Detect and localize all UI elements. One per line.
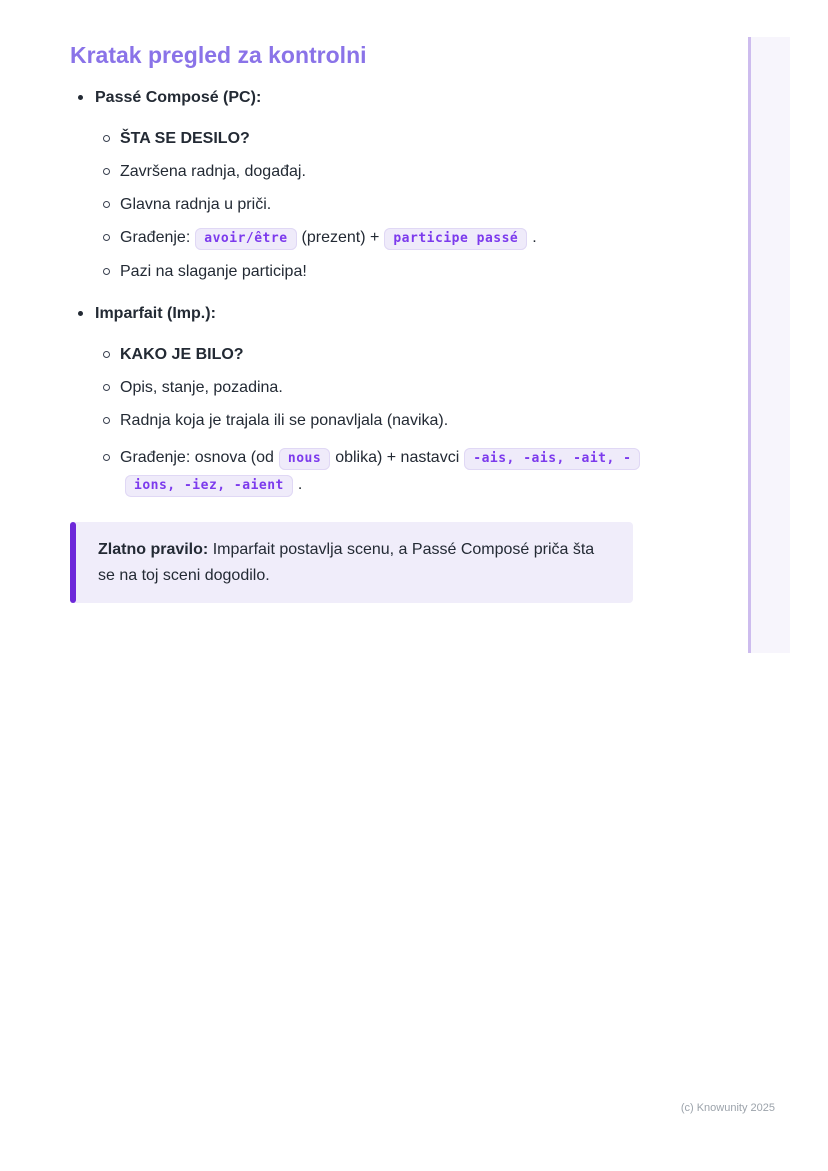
pc-building-label: Građenje: (120, 229, 191, 246)
list-item (78, 303, 828, 325)
pc-point2: Glavna radnja u priči. (120, 196, 272, 213)
bullet-dot-icon (78, 87, 95, 109)
list-item (103, 344, 828, 366)
golden-rule-callout (70, 522, 633, 603)
list-item (103, 128, 828, 150)
list-item (103, 377, 828, 399)
pc-building-end: . (532, 229, 537, 246)
list-item (103, 194, 828, 216)
list-item (103, 445, 828, 499)
bullet-circle-icon (103, 261, 120, 283)
bullet-circle-icon (103, 128, 120, 150)
bullet-circle-icon (103, 227, 120, 249)
imp-building-line (120, 445, 660, 499)
bullet-circle-icon (103, 377, 120, 399)
callout-body: Imparfait postavlja scenu, a Passé Composé priča šta se na toj sceni dogodilo. (98, 541, 595, 584)
pc-point3: Pazi na slaganje participa! (120, 263, 307, 280)
inline-code-endings: -ais, -ais, -ait, - ions, -iez, -aient (125, 448, 640, 497)
inline-code-participe-passe: participe passé (384, 228, 527, 250)
list-item (103, 410, 828, 432)
inline-code-avoir-etre: avoir/être (195, 228, 296, 250)
list-item (78, 87, 828, 109)
pc-point1: Završena radnja, događaj. (120, 163, 306, 180)
pc-building-mid: (prezent) + (301, 229, 380, 246)
imp-point2: Radnja koja je trajala ili se ponavljala (navika). (120, 412, 449, 429)
inline-code-nous: nous (279, 448, 330, 470)
bullet-circle-icon (103, 445, 120, 467)
imp-building-end: . (297, 476, 303, 493)
pc-question: ŠTA SE DESILO? (120, 130, 250, 147)
list-item (103, 161, 828, 183)
list-item (103, 261, 828, 283)
bullet-circle-icon (103, 410, 120, 432)
bullet-circle-icon (103, 194, 120, 216)
section-title-pc: Passé Composé (PC): (95, 89, 262, 106)
bullet-circle-icon (103, 344, 120, 366)
callout-accent-bar (70, 522, 76, 603)
imp-point1: Opis, stanje, pozadina. (120, 379, 283, 396)
imp-building-label: Građenje: osnova (od (120, 449, 274, 466)
page-title: Kratak pregled za kontrolni (70, 42, 367, 68)
pc-building-line (120, 227, 660, 250)
next-page-edge-strip (748, 37, 790, 653)
section-title-imp: Imparfait (Imp.): (95, 305, 216, 322)
imp-building-mid: oblika) + nastavci (335, 449, 460, 466)
bullet-circle-icon (103, 161, 120, 183)
callout-lead: Zlatno pravilo: (98, 541, 209, 558)
bullet-dot-icon (78, 303, 95, 325)
list-item (103, 227, 828, 250)
imp-question: KAKO JE BILO? (120, 346, 244, 363)
footer-credit: (c) Knowunity 2025 (680, 1102, 775, 1114)
